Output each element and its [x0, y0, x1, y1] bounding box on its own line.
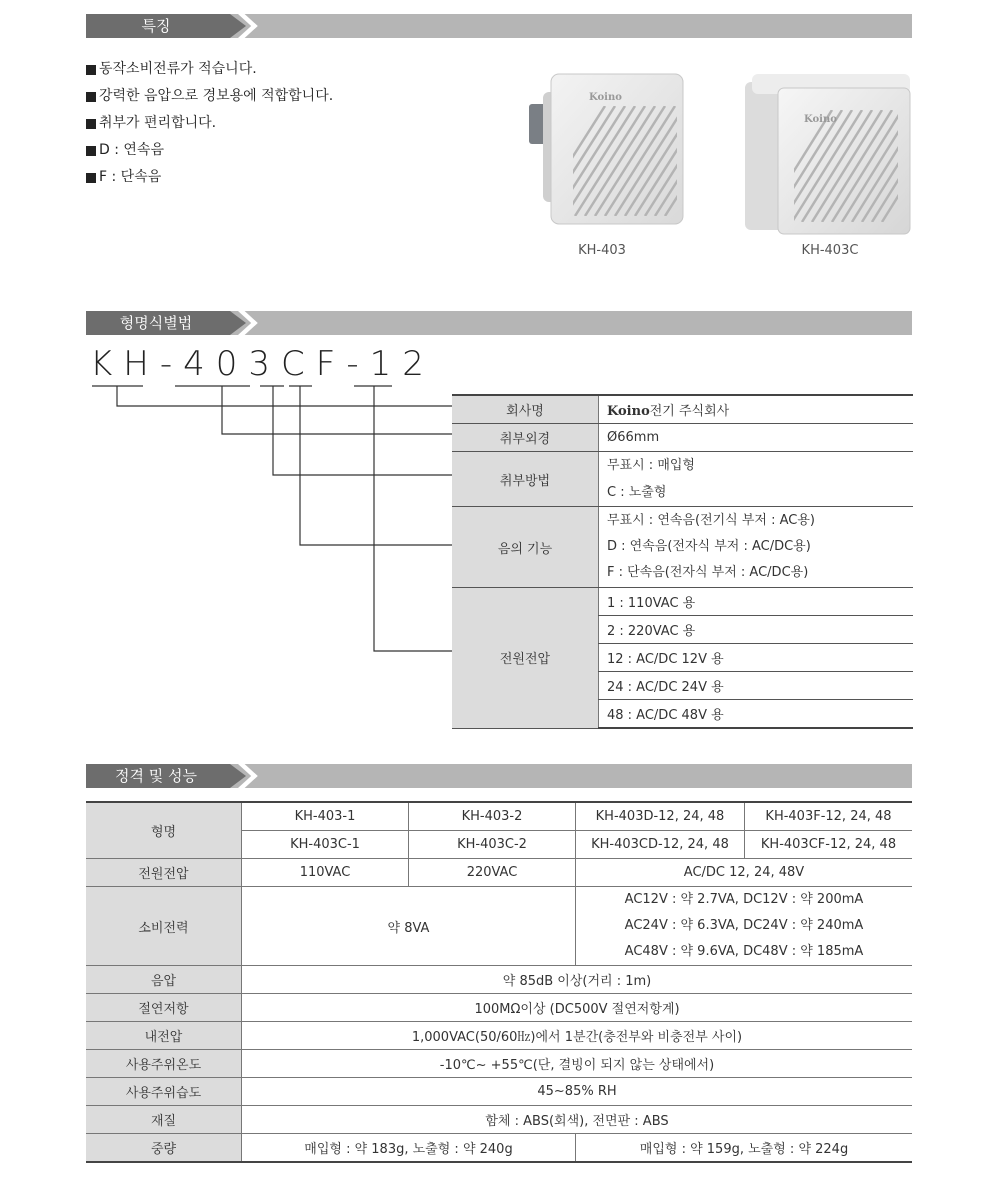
- spec-value: AC12V : 약 2.7VA, DC12V : 약 200mA AC24V : 약 6.3VA, DC24V : 약 240mA AC48V : 약 9.6VA, DC48V : 약 185mA: [576, 887, 913, 966]
- spec-title: 정격 및 성능: [115, 767, 197, 785]
- spec-value: 약 85dB 이상(거리 : 1m): [242, 966, 913, 994]
- spec-row-label: 사용주위습도: [86, 1078, 242, 1106]
- svg-text:Koino: Koino: [804, 114, 837, 125]
- feature-item: 취부가 편리합니다.: [86, 110, 333, 137]
- power-label: 소비전력: [86, 887, 242, 966]
- naming-table: [452, 394, 913, 729]
- table-row: [86, 966, 912, 994]
- table-row: [452, 452, 913, 507]
- product-caption: KH-403C: [801, 243, 859, 258]
- table-row: [86, 1050, 912, 1078]
- model-cell: KH-403F-12, 24, 48: [745, 802, 913, 831]
- naming-title: 형명식별법: [119, 314, 193, 332]
- model-cell: KH-403C-2: [409, 831, 576, 859]
- table-row: [86, 859, 912, 887]
- spec-row-label: 내전압: [86, 1022, 242, 1050]
- features-title: 특징: [141, 17, 171, 35]
- voltage-option: 48 : AC/DC 48V 용: [599, 700, 914, 729]
- table-row: [452, 507, 913, 588]
- feature-item: 강력한 음압으로 경보용에 적합합니다.: [86, 83, 333, 110]
- sound-value: 무표시 : 연속음(전기식 부저 : AC용) D : 연속음(전자식 부저 : AC/DC용) F : 단속음(전자식 부저 : AC/DC용): [599, 507, 914, 588]
- spec-row-label: 사용주위온도: [86, 1050, 242, 1078]
- table-row: [452, 588, 913, 616]
- brand-logo: Koino: [607, 404, 650, 419]
- model-cell: KH-403-2: [409, 802, 576, 831]
- feature-item: D : 연속음: [86, 137, 333, 164]
- spec-voltage-label: 전원전압: [86, 859, 242, 887]
- spec-value: AC/DC 12, 24, 48V: [576, 859, 913, 887]
- mount-label: 취부방법: [452, 452, 599, 507]
- table-row: [452, 424, 913, 452]
- spec-value: 110VAC: [242, 859, 409, 887]
- model-cell: KH-403-1: [242, 802, 409, 831]
- spec-header: [86, 764, 912, 788]
- company-value: Koino전기 주식회사: [599, 395, 914, 424]
- voltage-option: 2 : 220VAC 용: [599, 616, 914, 644]
- sound-label: 음의 기능: [452, 507, 599, 588]
- spec-value: 약 8VA: [242, 887, 576, 966]
- table-row: [86, 1022, 912, 1050]
- table-row: [86, 802, 912, 831]
- diameter-label: 취부외경: [452, 424, 599, 452]
- spec-row-label: 재질: [86, 1106, 242, 1134]
- spec-table: [86, 801, 912, 1163]
- company-label: 회사명: [452, 395, 599, 424]
- spec-row-label: 절연저항: [86, 994, 242, 1022]
- feature-item: F : 단속음: [86, 164, 333, 191]
- table-row: [86, 1106, 912, 1134]
- feature-item: 동작소비전류가 적습니다.: [86, 56, 333, 83]
- weight-label: 중량: [86, 1134, 242, 1163]
- svg-text:Koino: Koino: [589, 92, 622, 103]
- spec-value: 함체 : ABS(회색), 전면판 : ABS: [242, 1106, 913, 1134]
- voltage-label: 전원전압: [452, 588, 599, 729]
- model-cell: KH-403CF-12, 24, 48: [745, 831, 913, 859]
- table-row: [86, 1078, 912, 1106]
- model-cell: KH-403CD-12, 24, 48: [576, 831, 745, 859]
- mount-value: 무표시 : 매입형 C : 노출형: [599, 452, 914, 507]
- diameter-value: Ø66mm: [599, 424, 914, 452]
- spec-value: 매입형 : 약 183g, 노출형 : 약 240g: [242, 1134, 576, 1163]
- voltage-option: 24 : AC/DC 24V 용: [599, 672, 914, 700]
- voltage-option: 12 : AC/DC 12V 용: [599, 644, 914, 672]
- product-caption: KH-403: [578, 243, 626, 258]
- spec-value: 매입형 : 약 159g, 노출형 : 약 224g: [576, 1134, 913, 1163]
- table-row: [86, 994, 912, 1022]
- table-row: [86, 887, 912, 966]
- voltage-option: 1 : 110VAC 용: [599, 588, 914, 616]
- spec-value: 100MΩ이상 (DC500V 절연저항계): [242, 994, 913, 1022]
- model-label: 형명: [86, 802, 242, 859]
- spec-value: 220VAC: [409, 859, 576, 887]
- spec-value: -10℃~ +55℃(단, 결빙이 되지 않는 상태에서): [242, 1050, 913, 1078]
- table-row: [86, 1134, 912, 1163]
- product-image-kh403c: [742, 70, 914, 240]
- spec-value: 1,000VAC(50/60㎐)에서 1분간(충전부와 비충전부 사이): [242, 1022, 913, 1050]
- product-image-kh403: [525, 66, 690, 231]
- table-row: [452, 395, 913, 424]
- naming-connectors: [0, 0, 460, 720]
- spec-row-label: 음압: [86, 966, 242, 994]
- model-cell: KH-403D-12, 24, 48: [576, 802, 745, 831]
- model-cell: KH-403C-1: [242, 831, 409, 859]
- model-code: KH-403CF-12: [90, 344, 435, 384]
- spec-value: 45~85% RH: [242, 1078, 913, 1106]
